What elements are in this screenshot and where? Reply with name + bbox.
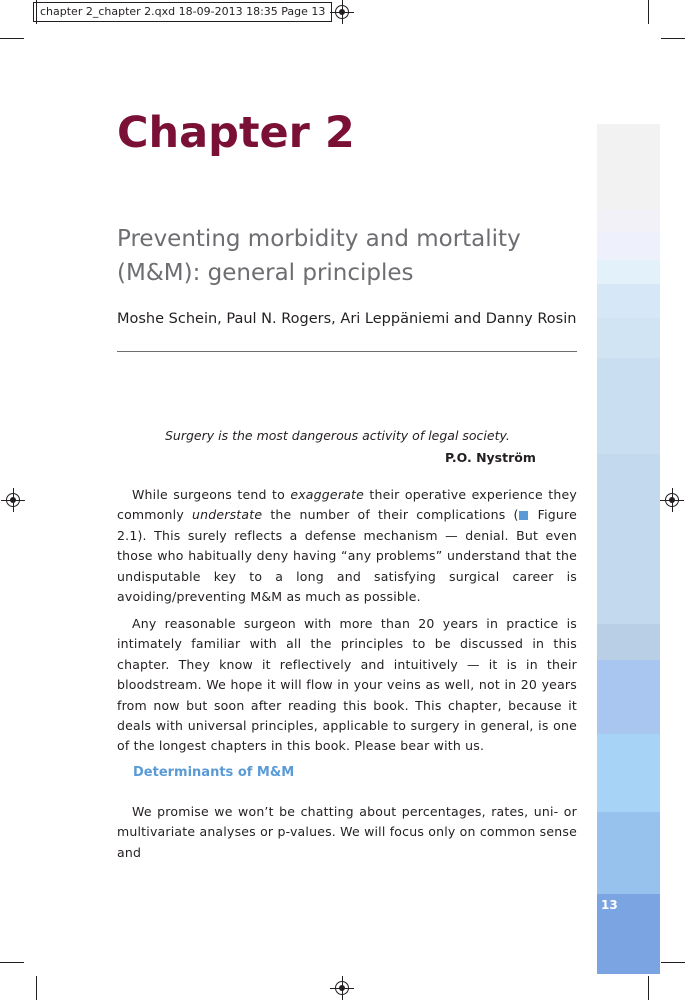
crop-mark-bottom-left <box>36 976 37 1000</box>
registration-mark-left <box>6 493 20 507</box>
paragraph-1-text-a: While surgeons tend to <box>132 487 291 502</box>
chapter-subtitle: Preventing morbidity and mortality (M&M): general principles <box>117 226 521 286</box>
side-tab-band-5 <box>597 284 660 318</box>
side-tab-band-11 <box>597 734 660 812</box>
crop-mark-bottom-left-h <box>0 962 24 963</box>
figure-marker-icon <box>519 511 528 520</box>
slug-line: chapter 2_chapter 2.qxd 18-09-2013 18:35 Page 13 <box>33 2 332 22</box>
paragraph-3: We promise we won’t be chatting about percentages, rates, uni- or multivariate analyses or p-values. We will focus only on common sense and <box>117 804 577 860</box>
chapter-title: Chapter 2 <box>117 108 355 158</box>
authors: Moshe Schein, Paul N. Rogers, Ari Leppäniemi and Danny Rosin <box>117 311 577 327</box>
side-tab-band-2 <box>597 210 660 232</box>
side-tab-band-1 <box>597 124 660 210</box>
side-tab-band-4 <box>597 260 660 284</box>
emphasis-exaggerate: exaggerate <box>290 487 365 502</box>
figure-reference-link[interactable]: Figure 2.1 <box>117 507 577 543</box>
side-tab-band-12 <box>597 812 660 894</box>
side-tab-band-10 <box>597 660 660 734</box>
crop-mark-top-left-h <box>0 38 24 39</box>
registration-mark-top <box>335 5 349 19</box>
paragraph-2: Any reasonable surgeon with more than 20 years in practice is intimately familiar with all the principles to be discussed in this chapter. They know it reflectively and intuitively — it is in their bloodstream. We hope it will flow in your veins as well, not in 20 years from now but soon after reading this book. This chapter, because it deals with universal principles, applicable to surgery in general, is one of the longest chapters in this book. Please bear with us. <box>117 616 577 754</box>
side-tab-band-6 <box>597 318 660 358</box>
title-divider <box>117 351 577 352</box>
side-tab-band-7 <box>597 358 660 454</box>
side-tab-band-8 <box>597 454 660 624</box>
paragraph-1-text-c: the number of their complications ( <box>262 507 519 523</box>
registration-mark-bottom <box>335 981 349 995</box>
section-heading: Determinants of M&M <box>133 765 295 780</box>
crop-mark-top-right <box>648 0 649 24</box>
crop-mark-bottom-right <box>648 976 649 1000</box>
crop-mark-bottom-right-h <box>661 962 685 963</box>
side-tab-band-3 <box>597 232 660 260</box>
paragraph-1 <box>117 485 577 607</box>
epigraph-author: P.O. Nyström <box>445 450 536 465</box>
emphasis-understate: understate <box>191 507 263 523</box>
paragraph-1-text-d: ). This surely reflects a defense mechanism — denial. But even those who habitually deny having “any problems” understand that the undisputable key to a long and satisfying surgical career is avoiding/preventing M&M as much as possible. <box>117 527 577 605</box>
paragraph-1-text-b: their operative experience they commonly <box>117 487 577 523</box>
page-number: 13 <box>601 898 618 912</box>
registration-mark-right <box>665 493 679 507</box>
crop-mark-top-left <box>36 0 37 24</box>
side-tab-band-9 <box>597 624 660 660</box>
crop-mark-top-right-h <box>661 38 685 39</box>
epigraph-quote: Surgery is the most dangerous activity of legal society. <box>165 428 510 443</box>
